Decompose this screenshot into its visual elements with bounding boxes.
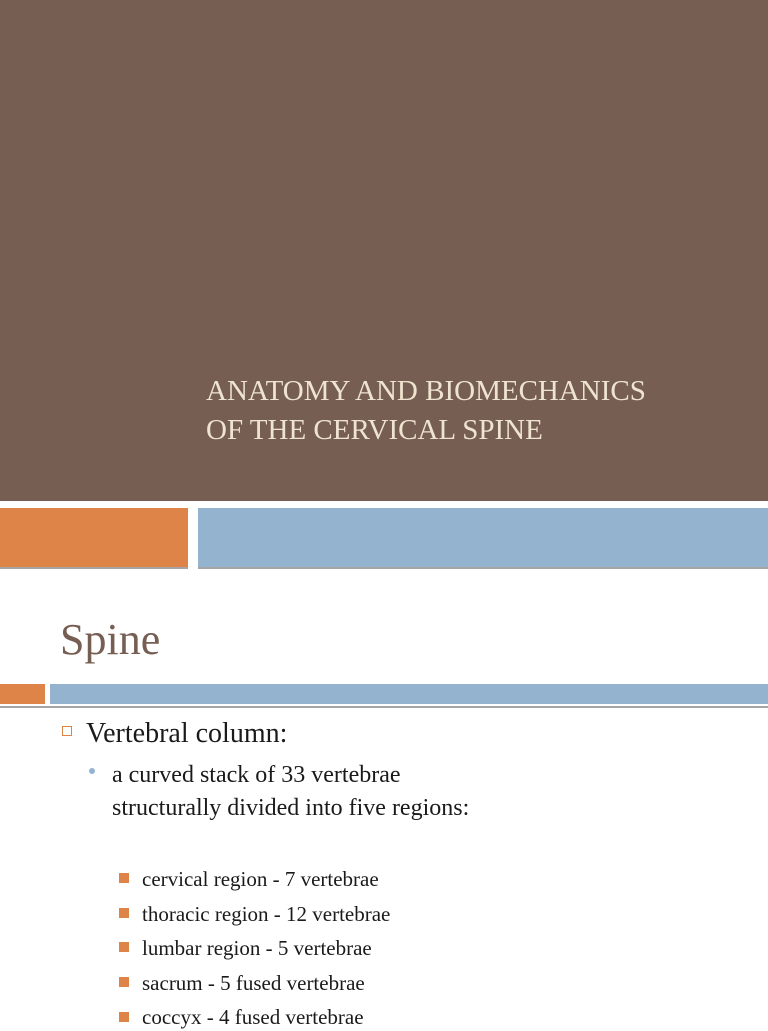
region-item: sacrum - 5 fused vertebrae [142,971,365,995]
title-line-2: OF THE CERVICAL SPINE [206,414,543,446]
title-line-1: ANATOMY AND BIOMECHANICS [206,375,646,407]
title-slide-heading [206,372,746,450]
region-item: cervical region - 7 vertebrae [142,867,379,891]
slide-blue-accent-bar [50,684,768,704]
square-bullet-icon [119,908,129,918]
square-bullet-icon [119,1012,129,1022]
title-slide-blue-accent-bar [198,508,768,569]
slide-divider [0,706,768,708]
region-item: coccyx - 4 fused vertebrae [142,1005,364,1029]
sub-bullet-description: a curved stack of 33 vertebrae structurally divided into five regions: [112,762,470,821]
slide-title: Spine [60,615,161,664]
square-bullet-icon [119,873,129,883]
hollow-square-bullet-icon [62,726,72,736]
region-item: lumbar region - 5 vertebrae [142,936,372,960]
dot-bullet-icon [89,768,95,774]
bullet-vertebral-column: Vertebral column: [86,718,288,749]
square-bullet-icon [119,977,129,987]
slide-orange-accent-bar [0,684,45,704]
region-item: thoracic region - 12 vertebrae [142,902,391,926]
title-slide-orange-accent-bar [0,508,188,569]
square-bullet-icon [119,942,129,952]
